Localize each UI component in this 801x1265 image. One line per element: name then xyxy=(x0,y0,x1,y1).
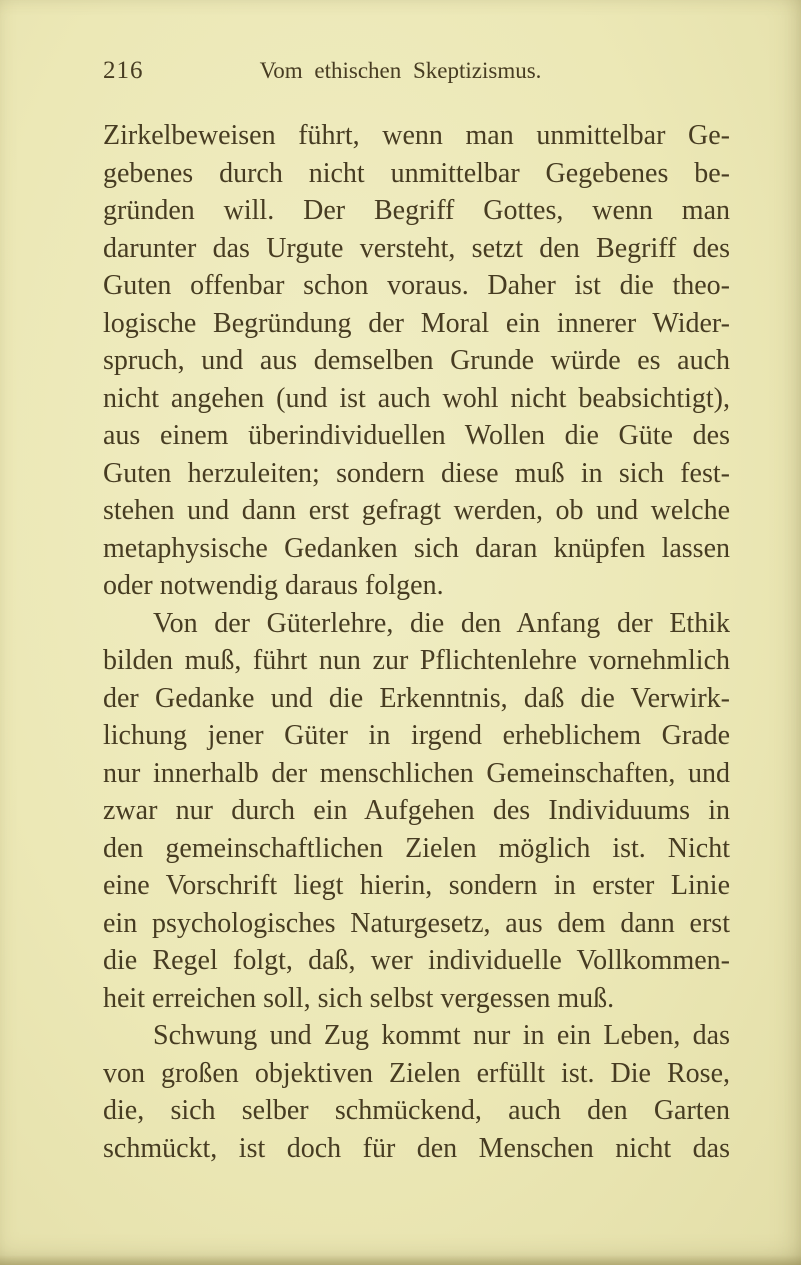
text-line: logische Begründung der Moral ein innerer Wider- xyxy=(103,307,730,339)
text-line: der Gedanke und die Erkenntnis, daß die Verwirk- xyxy=(103,682,730,714)
text-line: lichung jener Güter in irgend erheblichem Grade xyxy=(103,720,730,751)
text-line: spruch, und aus demselben Grunde würde es auch xyxy=(103,345,730,376)
text-line: oder notwendig daraus folgen. xyxy=(103,570,444,601)
page-header xyxy=(0,57,801,93)
text-line: Zirkelbeweisen führt, wenn man unmittelbar Ge- xyxy=(103,120,730,151)
text-line: Schwung und Zug kommt nur in ein Leben, das xyxy=(153,1020,730,1051)
text-line: bilden muß, führt nun zur Pflichtenlehre vornehmlich xyxy=(103,645,730,676)
text-line: gründen will. Der Begriff Gottes, wenn man xyxy=(103,195,730,226)
text-line: von großen objektiven Zielen erfüllt ist. Die Rose, xyxy=(103,1057,730,1089)
text-line: Guten herzuleiten; sondern diese muß in sich fest- xyxy=(103,457,730,489)
text-line: nicht angehen (und ist auch wohl nicht beabsichtigt), xyxy=(103,382,730,414)
text-line: schmückt, ist doch für den Menschen nicht das xyxy=(103,1132,730,1164)
text-line: eine Vorschrift liegt hierin, sondern in erster Linie xyxy=(103,870,730,901)
text-line: aus einem überindividuellen Wollen die Güte des xyxy=(103,420,730,451)
text-line: die, sich selber schmückend, auch den Garten xyxy=(103,1095,730,1126)
text-line: die Regel folgt, daß, wer individuelle Vollkommen- xyxy=(103,945,730,976)
text-line: heit erreichen soll, sich selbst vergessen muß. xyxy=(103,982,615,1014)
text-line: gebenes durch nicht unmittelbar Gegebenes be- xyxy=(103,157,730,189)
text-line: darunter das Urgute versteht, setzt den Begriff des xyxy=(103,232,730,264)
paragraph xyxy=(103,1017,730,1167)
page-body xyxy=(103,117,730,1167)
text-line: nur innerhalb der menschlichen Gemeinschaften, und xyxy=(103,757,730,789)
text-line: metaphysische Gedanken sich daran knüpfen lassen xyxy=(103,532,730,564)
text-line: stehen und dann erst gefragt werden, ob und welche xyxy=(103,495,730,526)
text-line: den gemeinschaftlichen Zielen möglich ist. Nicht xyxy=(103,832,730,864)
text-line: Von der Güterlehre, die den Anfang der Ethik xyxy=(153,607,730,639)
page-number: 216 xyxy=(103,57,144,84)
text-line: zwar nur durch ein Aufgehen des Individuums in xyxy=(103,795,730,826)
paragraph xyxy=(103,605,730,1018)
paragraph xyxy=(103,117,730,605)
running-title: Vom ethischen Skeptizismus. xyxy=(259,58,542,83)
text-line: ein psychologisches Naturgesetz, aus dem dann erst xyxy=(103,907,730,939)
text-line: Guten offenbar schon voraus. Daher ist die theo- xyxy=(103,270,730,301)
